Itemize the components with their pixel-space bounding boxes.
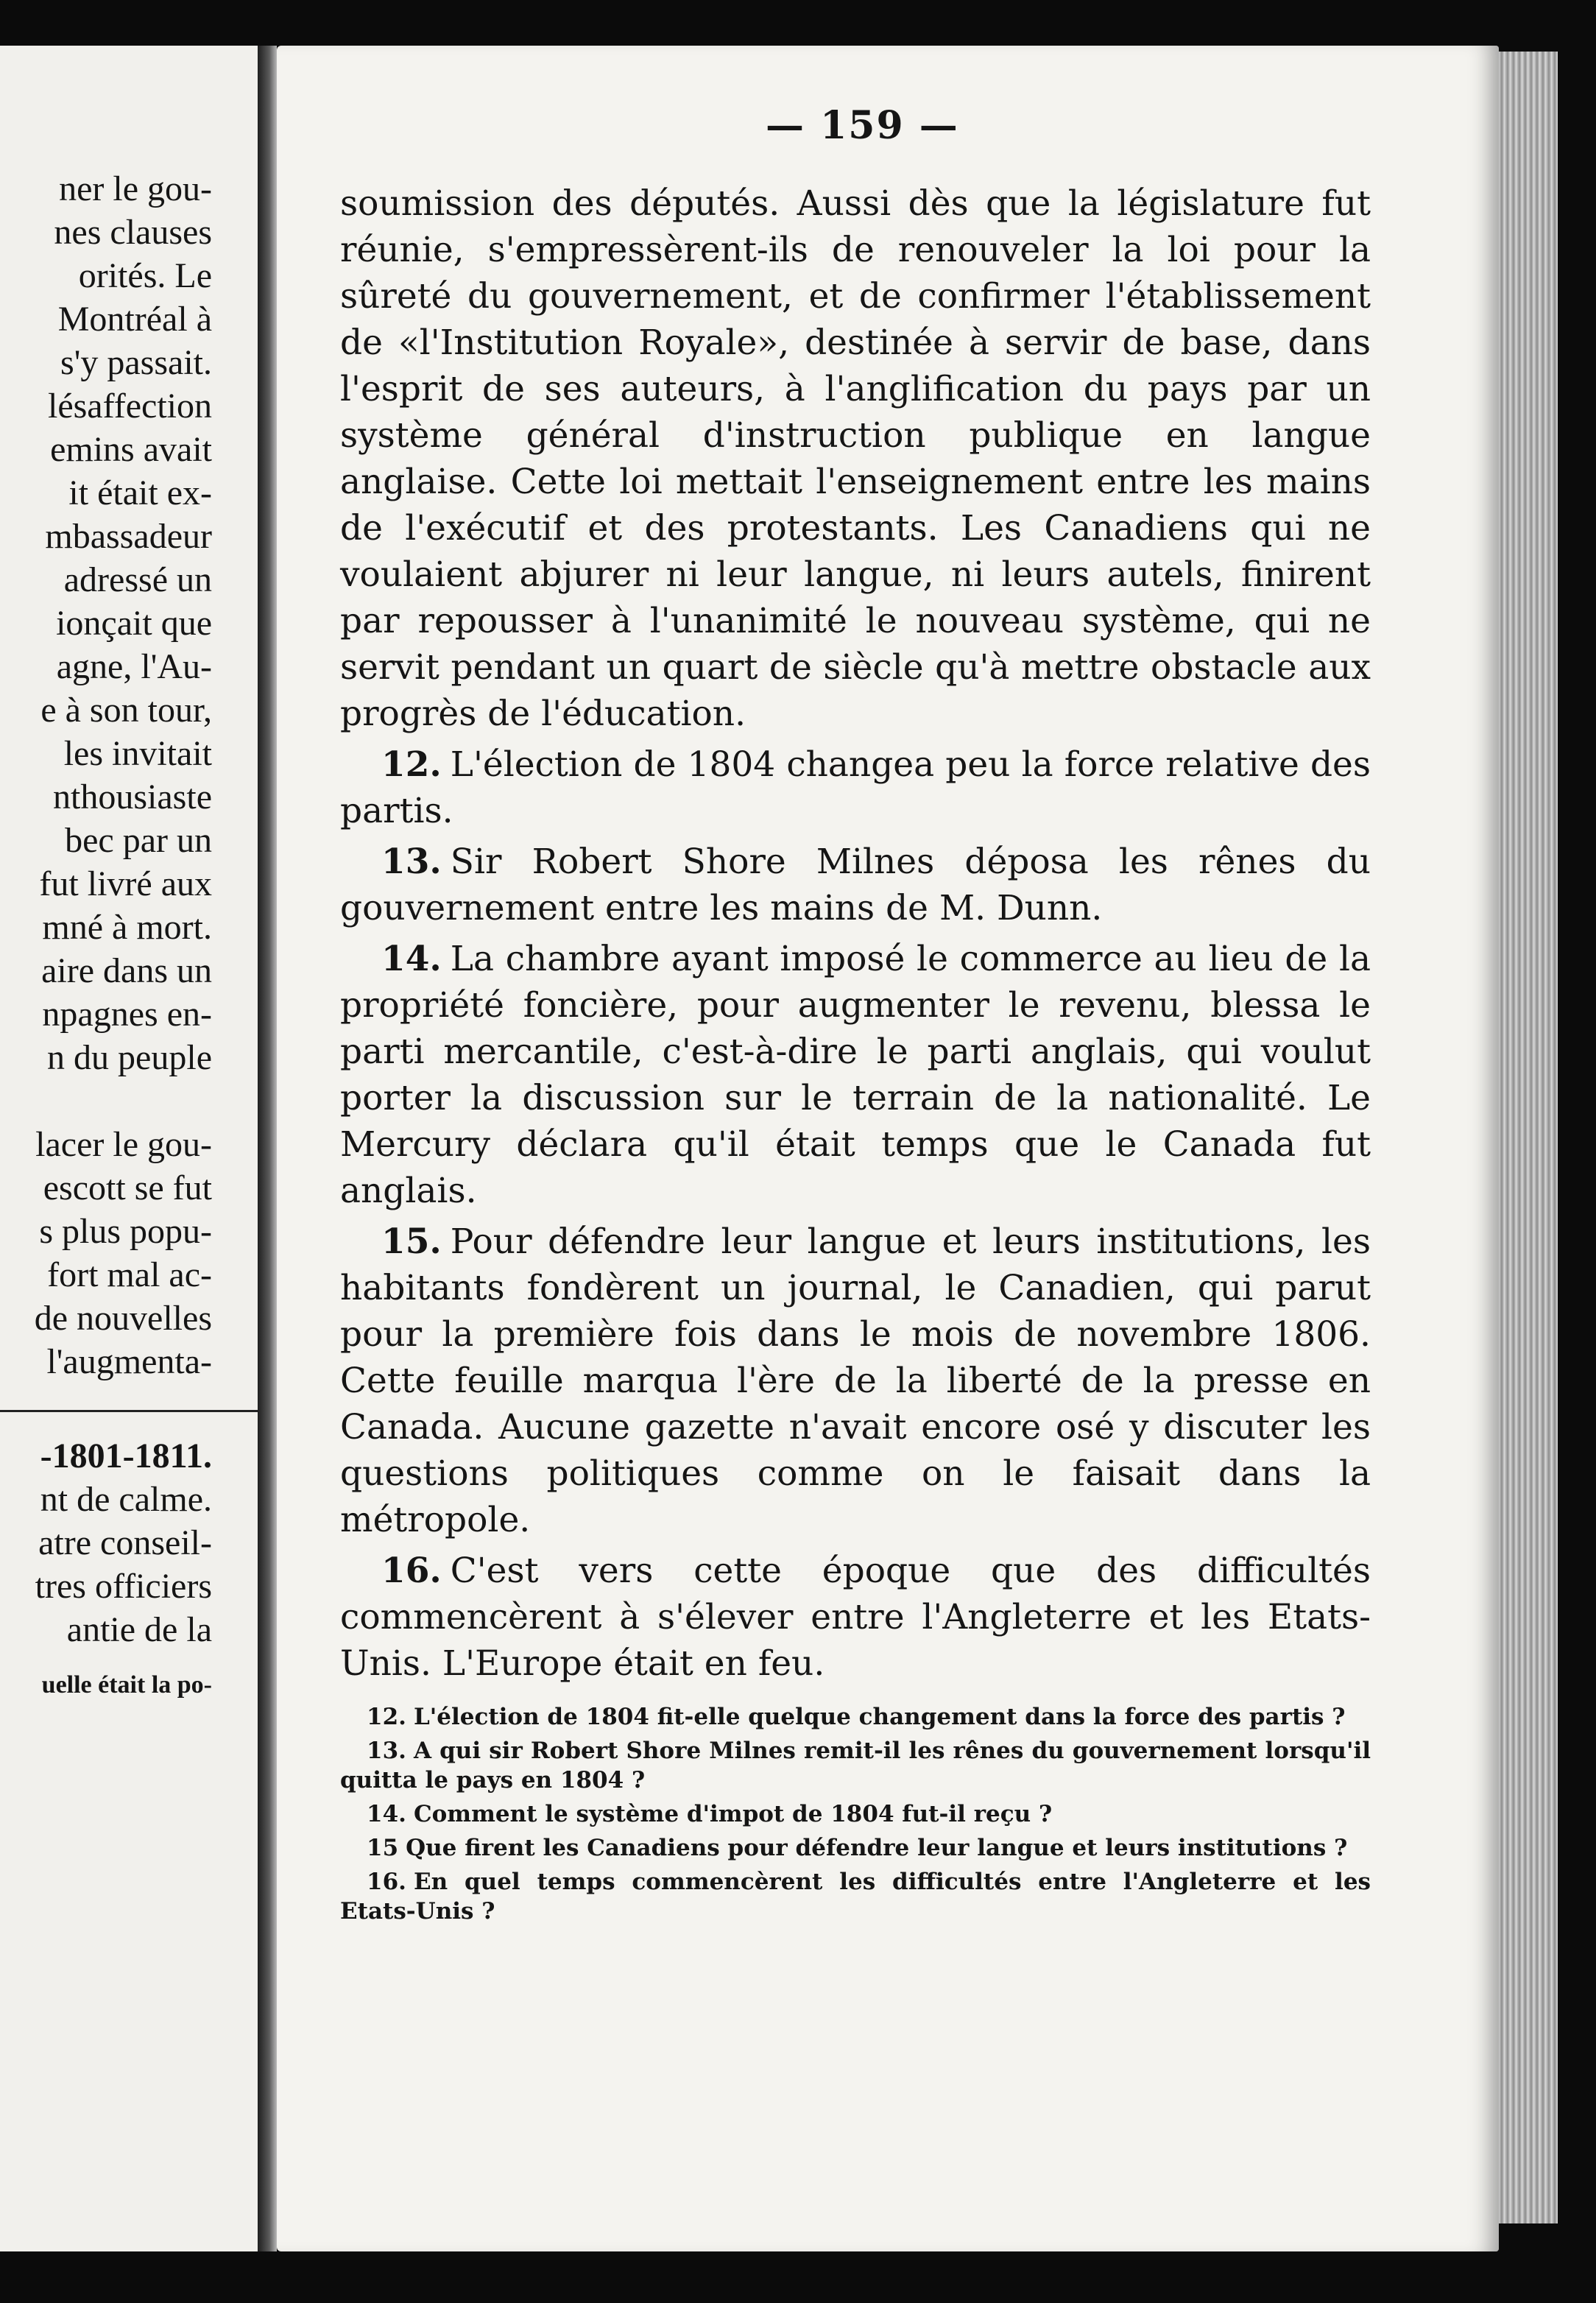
question-number: 13.: [367, 1738, 406, 1764]
question-16: [340, 1867, 1371, 1926]
left-text-line: npagnes en-: [42, 995, 212, 1034]
paragraph-text: L'élection de 1804 changea peu la force relative des partis.: [340, 744, 1371, 831]
left-text-line: mbassadeur: [45, 517, 212, 556]
left-section-period: -1801-1811.: [40, 1436, 212, 1475]
paragraph-16: [340, 1548, 1371, 1687]
paragraph-continuation: [340, 180, 1371, 737]
book-gutter: [258, 46, 277, 2251]
question-13: [340, 1736, 1371, 1795]
question-text: A qui sir Robert Shore Milnes remit-il les rênes du gouvernement lorsqu'il quitta le pays en 1804 ?: [340, 1738, 1371, 1794]
paragraph-number: 15.: [381, 1221, 442, 1262]
question-text: Que firent les Canadiens pour défendre leur langue et leurs institutions ?: [406, 1835, 1348, 1861]
left-text-line: orités. Le: [78, 256, 212, 295]
question-text: En quel temps commencèrent les difficultés entre l'Angleterre et les Etats-Unis ?: [340, 1869, 1371, 1925]
question-12: [340, 1702, 1371, 1732]
question-number: 16.: [367, 1869, 406, 1895]
left-text-line: [0, 1079, 258, 1123]
paragraph-text: Sir Robert Shore Milnes déposa les rênes du gouvernement entre les mains de M. Dunn.: [340, 842, 1371, 928]
left-question-fragment: uelle était la po-: [41, 1671, 212, 1699]
paragraph-text: Pour défendre leur langue et leurs institutions, les habitants fondèrent un journal, le Canadien, qui parut pour la première fois dans le mois de novembre 1806. Cette feuille marqua l'ère de la liberté de la presse en Canada. Aucune gazette n'avait encore osé y discuter les questions politiques comme on le faisait dans la métropole.: [340, 1221, 1371, 1540]
left-text-line: bec par un: [65, 821, 212, 860]
paragraph-14: [340, 936, 1371, 1214]
body-text: [340, 180, 1371, 1691]
paragraph-text: soumission des députés. Aussi dès que la législature fut réunie, s'empressèrent-ils de renouveler la loi pour la sûreté du gouvernement, et de confirmer l'établissement de «l'Institution Royale», destinée à servir de base, dans l'esprit de ses auteurs, à l'anglification du pays par un système général d'instruction publique en langue anglaise. Cette loi mettait l'enseignement entre les mains de l'exécutif et des protestants. Les Canadiens qui ne voulaient abjurer ni leur langue, ni leurs autels, finirent par repousser à l'unanimité le nouveau système, qui ne servit pendant un quart de siècle qu'à mettre obstacle aux progrès de l'éducation.: [340, 183, 1371, 734]
paragraph-13: [340, 839, 1371, 931]
left-text-line: fut livré aux: [39, 864, 212, 903]
left-text-line: nes clauses: [54, 213, 212, 252]
question-number: 14.: [367, 1801, 406, 1827]
left-text-line: it était ex-: [68, 473, 212, 512]
paragraph-12: [340, 741, 1371, 834]
left-text-line: tres officiers: [35, 1567, 212, 1606]
left-text-line: emins avait: [50, 430, 212, 469]
left-text-line: antie de la: [66, 1610, 212, 1649]
left-text-line: de nouvelles: [34, 1299, 212, 1338]
question-14: [340, 1799, 1371, 1829]
page-number: — 159 —: [766, 103, 959, 148]
left-text-line: s'y passait.: [60, 343, 212, 382]
left-text-line: adressé un: [63, 560, 212, 599]
left-page-lines: [0, 167, 258, 1707]
paragraph-15: [340, 1218, 1371, 1543]
left-text-line: lésaffection: [47, 387, 212, 426]
paragraph-text: La chambre ayant imposé le commerce au lieu de la propriété foncière, pour augmenter le revenu, blessa le parti mercantile, c'est-à-dire le parti anglais, qui voulut porter la discussion sur le terrain de la nationalité. Le Mercury déclara qu'il était temps que le Canada fut anglais.: [340, 939, 1371, 1211]
left-page-fragment: [0, 46, 258, 2251]
left-text-line: n du peuple: [47, 1038, 212, 1077]
left-text-line: les invitait: [63, 734, 212, 773]
paragraph-text: C'est vers cette époque que des difficultés commencèrent à s'élever entre l'Angleterre et les Etats-Unis. L'Europe était en feu.: [340, 1551, 1371, 1684]
left-text-line: mné à mort.: [42, 908, 212, 947]
left-text-line: nt de calme.: [40, 1480, 212, 1519]
left-text-line: aire dans un: [41, 951, 212, 990]
left-text-line: agne, l'Au-: [56, 647, 212, 686]
left-text-line: ner le gou-: [59, 169, 212, 208]
left-text-line: fort mal ac-: [47, 1255, 212, 1294]
question-text: Comment le système d'impot de 1804 fut-il reçu ?: [413, 1801, 1053, 1827]
paragraph-number: 13.: [381, 842, 442, 882]
page-edge: [1499, 52, 1558, 2223]
left-text-line: atre conseil-: [38, 1523, 212, 1562]
left-text-line: l'augmenta-: [46, 1342, 212, 1381]
paragraph-number: 16.: [381, 1551, 442, 1591]
left-text-line: escott se fut: [43, 1168, 212, 1207]
paragraph-number: 12.: [381, 744, 442, 785]
question-15: [340, 1833, 1371, 1863]
left-section-rule: [0, 1401, 258, 1412]
left-text-line: s plus popu-: [39, 1212, 212, 1251]
question-text: L'élection de 1804 fit-elle quelque changement dans la force des partis ?: [413, 1704, 1346, 1730]
left-text-line: nthousiaste: [53, 777, 212, 817]
review-questions: [340, 1702, 1371, 1930]
left-text-line: Montréal à: [57, 300, 212, 339]
question-number: 12.: [367, 1704, 406, 1730]
left-text-line: e à son tour,: [40, 691, 212, 730]
paragraph-number: 14.: [381, 939, 442, 979]
left-text-line: lacer le gou-: [35, 1125, 212, 1164]
left-text-line: ionçait que: [56, 604, 212, 643]
question-number: 15: [367, 1835, 399, 1861]
